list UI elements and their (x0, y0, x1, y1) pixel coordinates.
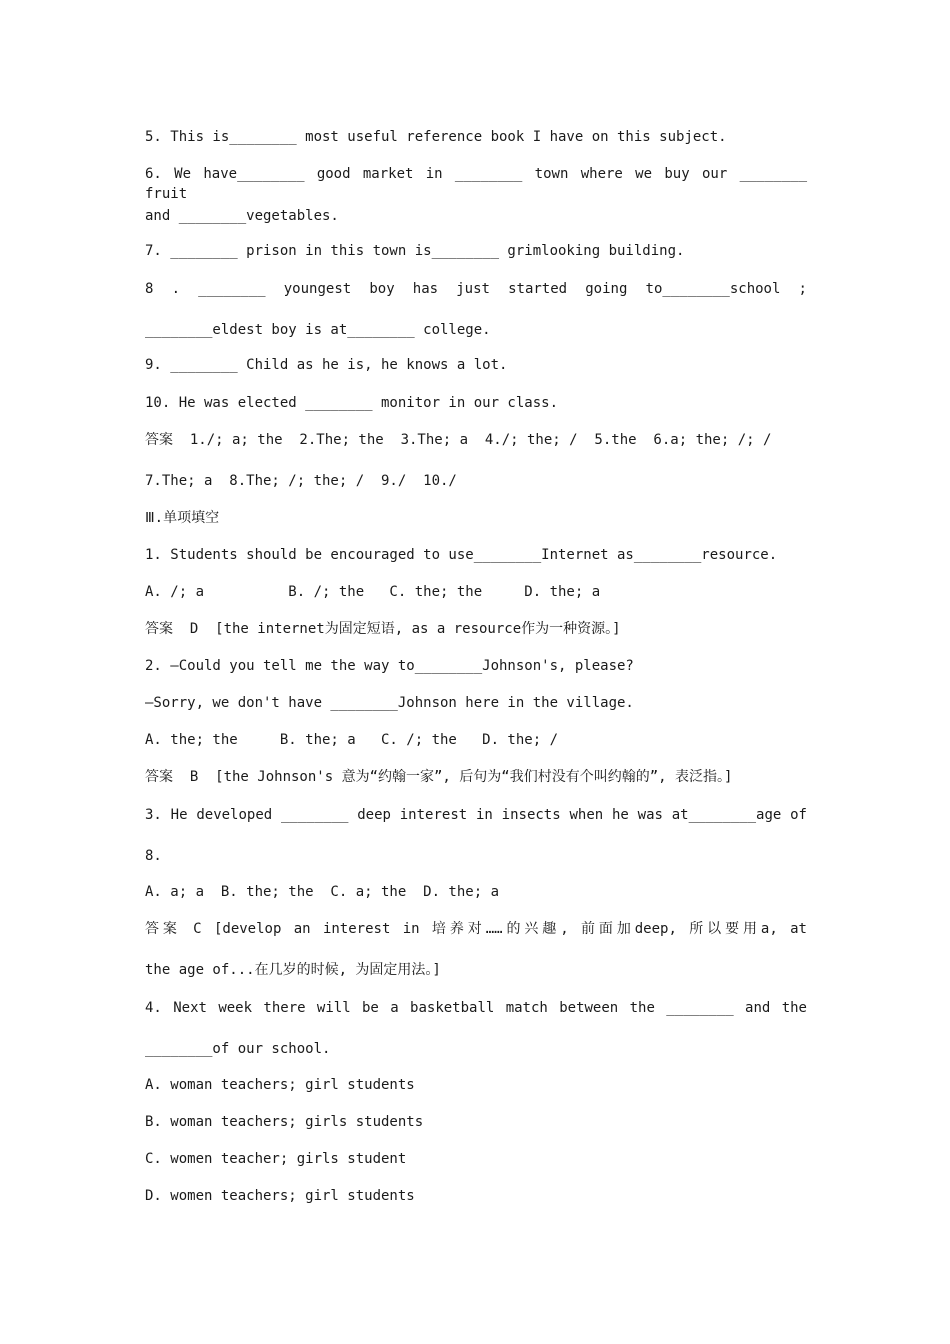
question-4-option-a: A. woman teachers; girl students (145, 1077, 415, 1093)
question-2: 2. —Could you tell me the way to________Johnson's, please? (145, 658, 634, 674)
exercise-item-6: 6. We have________ good market in ________ town where we buy our ________ fruit (145, 166, 807, 202)
question-4: 4. Next week there will be a basketball match between the ________ and the (145, 1000, 807, 1016)
exercise-item-7: 7. ________ prison in this town is________ grimlooking building. (145, 243, 685, 259)
question-3: 3. He developed ________ deep interest in insects when he was at________age of (145, 807, 807, 823)
section-heading: Ⅲ.单项填空 (145, 510, 220, 526)
question-3-options: A. a; a B. the; the C. a; the D. the; a (145, 884, 500, 900)
exercise-item-5: 5. This is________ most useful reference book I have on this subject. (145, 129, 727, 145)
exercise-item-8: 8 . ________ youngest boy has just started going to________school ; (145, 281, 807, 297)
exercise-item-6-continued: and ________vegetables. (145, 208, 339, 224)
question-3-answer: 答案 C [develop an interest in 培养对……的兴趣, 前面加deep, 所以要用a, at (145, 921, 807, 937)
question-4-option-d: D. women teachers; girl students (145, 1188, 415, 1204)
question-1: 1. Students should be encouraged to use________Internet as________resource. (145, 547, 778, 563)
question-3-answer-continued: the age of...在几岁的时候, 为固定用法。] (145, 962, 441, 978)
question-1-answer: 答案 D [the internet为固定短语, as a resource作为一种资源。] (145, 621, 621, 637)
question-1-options: A. /; a B. /; the C. the; the D. the; a (145, 584, 601, 600)
exercise-item-9: 9. ________ Child as he is, he knows a lot. (145, 357, 508, 373)
exercise-item-10: 10. He was elected ________ monitor in our class. (145, 395, 559, 411)
question-2-options: A. the; the B. the; a C. /; the D. the; / (145, 732, 559, 748)
question-4-continued: ________of our school. (145, 1041, 331, 1057)
question-2-reply: —Sorry, we don't have ________Johnson here in the village. (145, 695, 634, 711)
question-3-continued: 8. (145, 848, 162, 864)
question-4-option-c: C. women teacher; girls student (145, 1151, 407, 1167)
question-2-answer: 答案 B [the Johnson's 意为“约翰一家”, 后句为“我们村没有个叫约翰的”, 表泛指。] (145, 769, 733, 785)
question-4-option-b: B. woman teachers; girls students (145, 1114, 424, 1130)
answer-key-part-2-continued: 7.The; a 8.The; /; the; / 9./ 10./ (145, 473, 457, 489)
answer-key-part-2: 答案 1./; a; the 2.The; the 3.The; a 4./; the; / 5.the 6.a; the; /; / (145, 432, 772, 448)
exercise-item-8-continued: ________eldest boy is at________ college. (145, 322, 491, 338)
